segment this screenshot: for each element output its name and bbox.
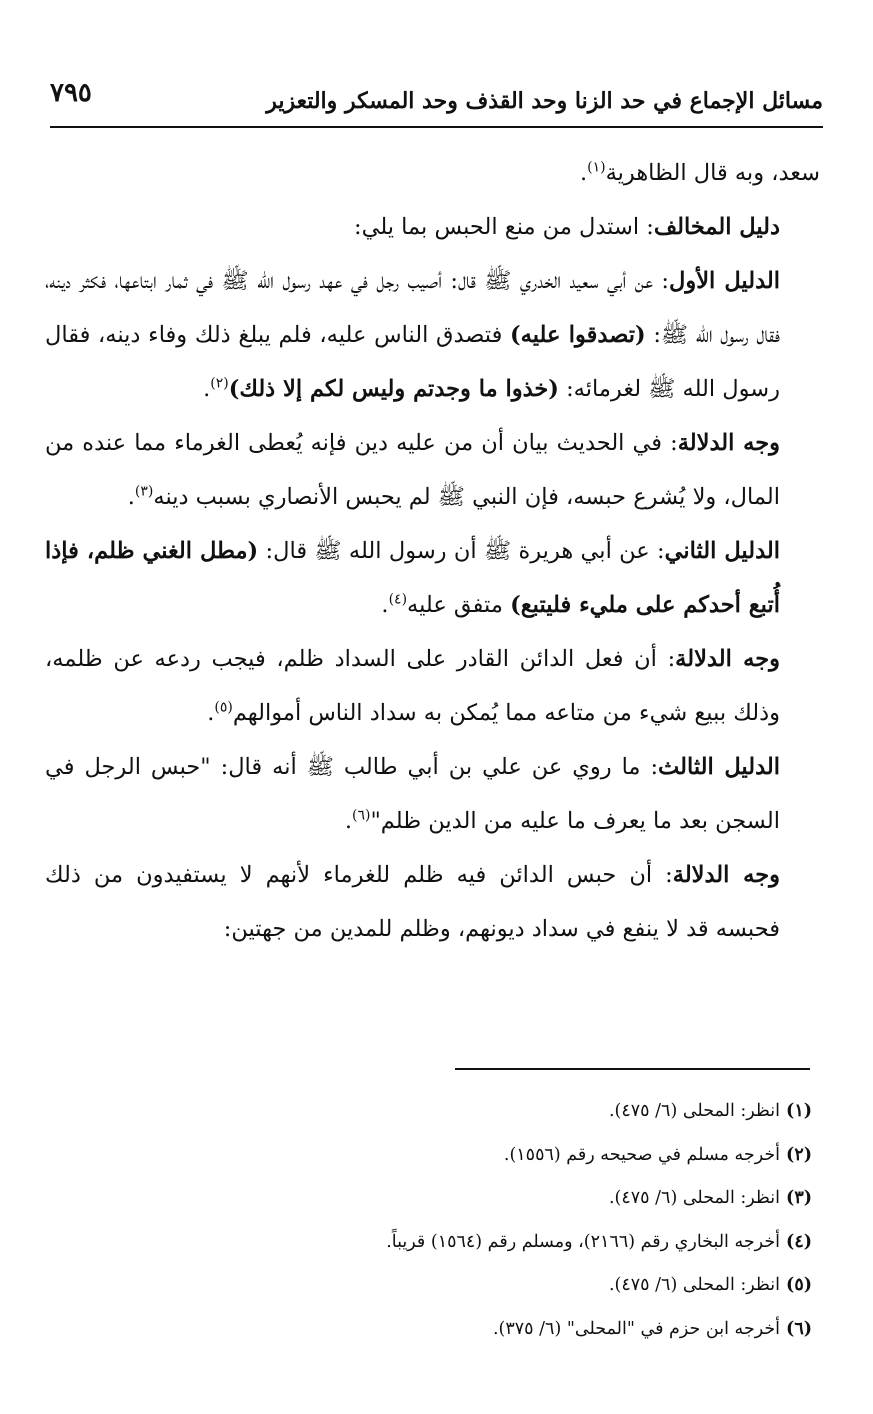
hadith-quote: (تصدقوا عليه) <box>510 322 646 348</box>
footnote-4 <box>300 1221 812 1265</box>
lead-term: دليل المخالف <box>653 214 780 240</box>
page-number: ٧٩٥ <box>50 78 92 108</box>
text: : استدل من منع الحبس بما يلي: <box>353 214 654 240</box>
footnote-text: انظر: المحلى (٦/ ٤٧٥). <box>608 1275 781 1295</box>
footnote-text: أخرجه ابن حزم في "المحلى" (٦/ ٣٧٥). <box>492 1318 781 1339</box>
paragraph-8 <box>45 848 820 956</box>
footnote-text: أخرجه مسلم في صحيحه رقم (١٥٥٦). <box>503 1144 781 1165</box>
footnote-3 <box>300 1177 812 1221</box>
paragraph-1 <box>45 146 820 200</box>
footnote-6 <box>300 1308 812 1352</box>
paragraph-6 <box>45 632 820 740</box>
text: : أن فعل الدائن القادر على السداد ظلم، فيجب ردعه عن ظلمه، وذلك ببيع شيء من متاعه مما يُمكن به سداد الناس أموالهم <box>45 646 780 726</box>
page-header <box>50 70 823 128</box>
footnote-ref: (٣) <box>134 483 154 500</box>
text: سعد، وبه قال الظاهرية <box>605 160 820 186</box>
text: : عن أبي هريرة ﷺ أن رسول الله ﷺ قال: <box>258 538 665 564</box>
footnote-ref: (١) <box>587 159 606 176</box>
footnote-ref: (٥) <box>214 699 233 716</box>
footnote-text: أخرجه البخاري رقم (٢١٦٦)، ومسلم رقم (١٥٦٤) قريباً. <box>386 1231 781 1252</box>
text: : ما روي عن علي بن أبي طالب ﷺ أنه قال: "حبس الرجل في السجن بعد ما يعرف ما عليه من الدين ظلم" <box>45 754 780 834</box>
paragraph-3 <box>45 254 820 416</box>
footnote-separator <box>455 1068 810 1070</box>
text: : أن حبس الدائن فيه ظلم للغرماء لأنهم لا يستفيدون من ذلك فحبسه قد لا ينفع في سداد ديونهم، وظلم للمدين من جهتين: <box>45 862 780 942</box>
footnotes <box>300 1090 812 1351</box>
lead-term: وجه الدلالة <box>675 646 780 672</box>
text: فتصدق الناس عليه، فلم يبلغ ذلك وفاء دينه، فقال رسول الله ﷺ لغرمائه: <box>45 322 780 402</box>
footnote-text: انظر: المحلى (٦/ ٤٧٥). <box>608 1188 781 1208</box>
footnote-number: (١) <box>786 1101 812 1121</box>
footnote-2 <box>300 1134 812 1178</box>
hadith-quote: (مطل الغني ظلم، فإذا أُتبع أحدكم على مليء فليتبع) <box>45 538 780 618</box>
paragraph-7 <box>45 740 820 848</box>
paragraph-2 <box>45 200 820 254</box>
text: متفق عليه <box>407 592 511 618</box>
text-end: . <box>344 808 352 834</box>
footnote-ref: (٤) <box>388 591 408 608</box>
footnote-number: (٤) <box>786 1231 812 1252</box>
lead-term: وجه الدلالة <box>672 862 780 888</box>
text-end: . <box>127 484 135 510</box>
lead-term: الدليل الأول <box>669 268 780 294</box>
running-title: مسائل الإجماع في حد الزنا وحد القذف وحد المسكر والتعزير <box>266 88 823 114</box>
footnote-number: (٢) <box>786 1144 812 1165</box>
footnote-number: (٦) <box>786 1318 812 1339</box>
footnote-number: (٥) <box>786 1275 812 1295</box>
main-text <box>45 146 820 956</box>
footnote-text: انظر: المحلى (٦/ ٤٧٥). <box>608 1101 781 1121</box>
text-end: . <box>381 592 389 618</box>
hadith-quote: (خذوا ما وجدتم وليس لكم إلا ذلك) <box>228 376 559 402</box>
paragraph-5 <box>45 524 820 632</box>
text: : عن أبي سعيد الخدري ﷺ قال: أصيب رجل في عهد رسول الله ﷺ في ثمار ابتاعها، فكثر دينه، فقال رسول الله ﷺ: <box>45 268 780 348</box>
paragraph-4 <box>45 416 820 524</box>
text-end: . <box>203 376 211 402</box>
footnote-1 <box>300 1090 812 1134</box>
text: : في الحديث بيان أن من عليه دين فإنه يُعطى الغرماء مما عنده من المال، ولا يُشرع حبسه، فإن النبي ﷺ لم يحبس الأنصاري بسبب دينه <box>45 430 780 510</box>
footnote-5 <box>300 1264 812 1308</box>
lead-term: وجه الدلالة <box>677 430 781 456</box>
text-end: . <box>579 160 588 186</box>
footnote-ref: (٦) <box>351 807 371 824</box>
footnote-number: (٣) <box>786 1188 812 1208</box>
text-end: . <box>207 700 215 726</box>
footnote-ref: (٢) <box>210 375 229 392</box>
lead-term: الدليل الثاني <box>664 538 780 564</box>
lead-term: الدليل الثالث <box>658 754 780 780</box>
